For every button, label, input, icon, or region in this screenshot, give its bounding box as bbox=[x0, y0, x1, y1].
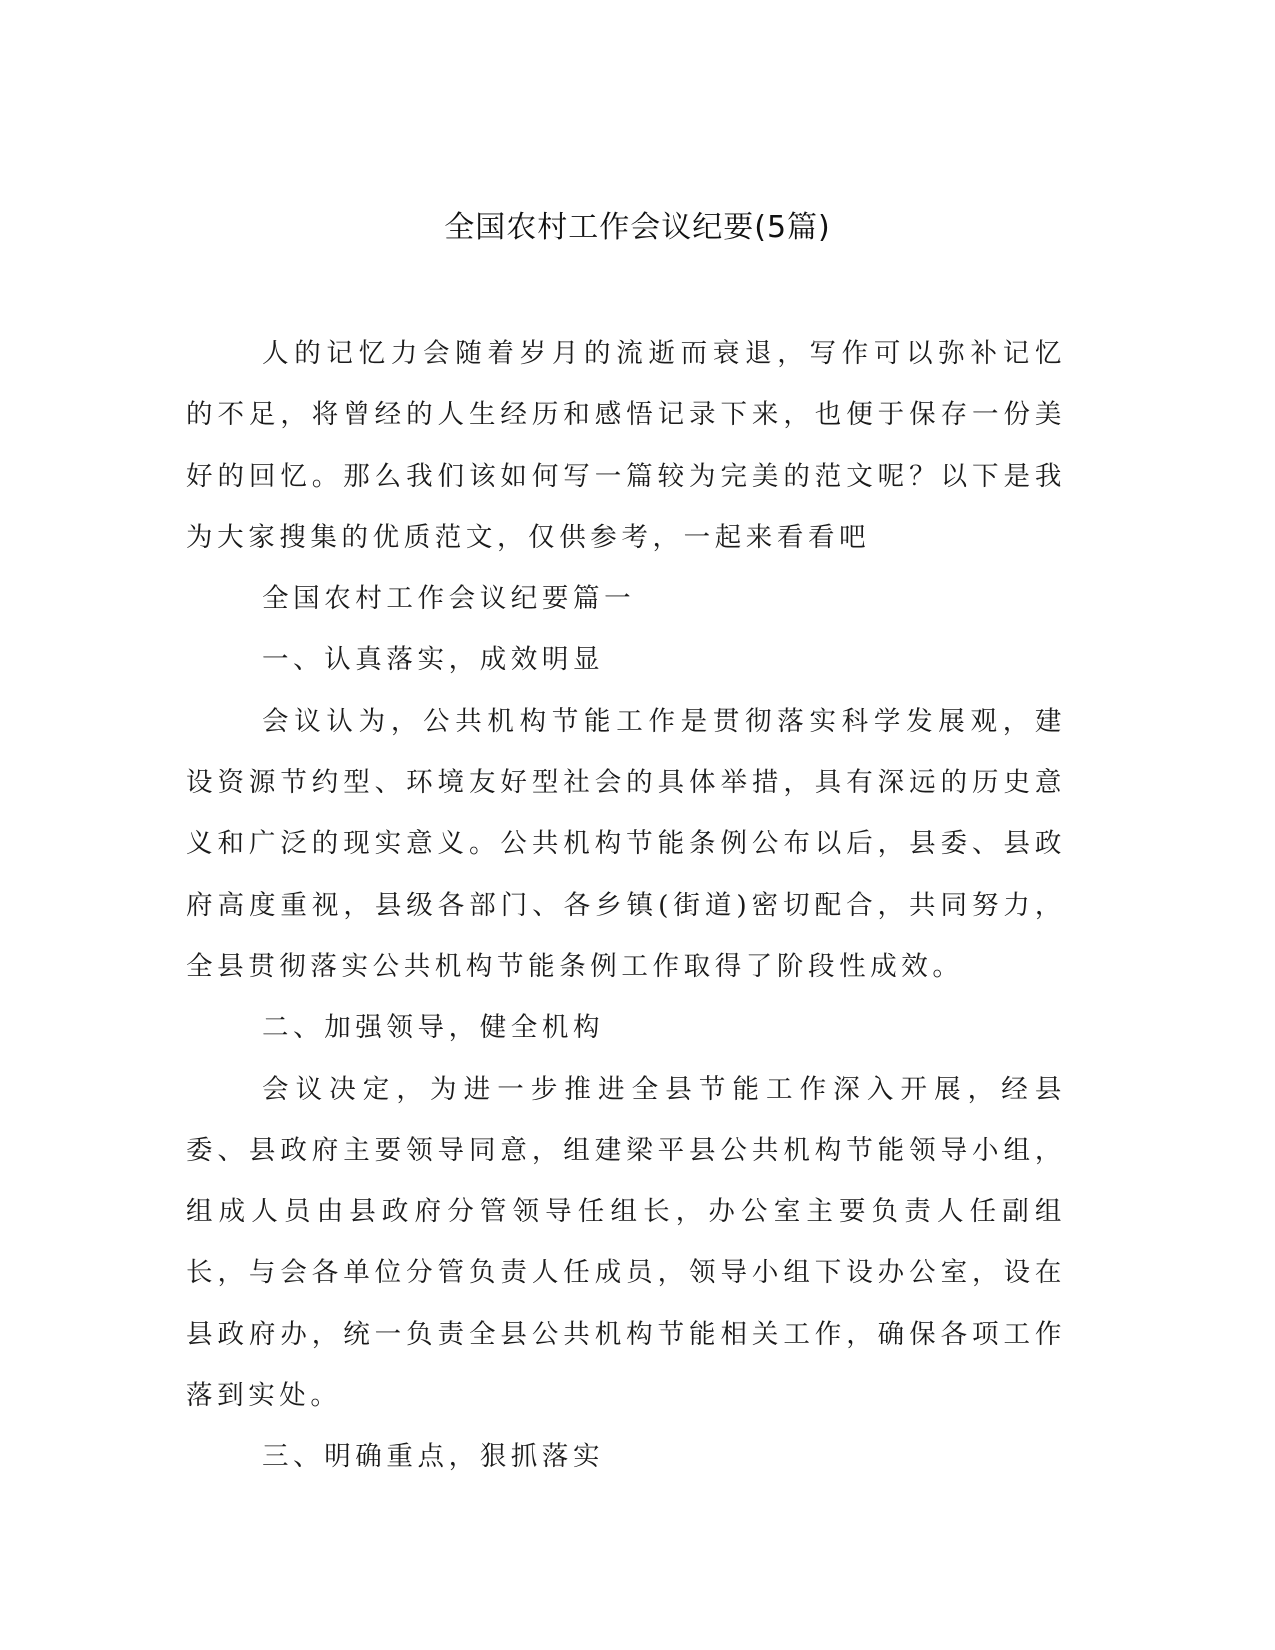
heading-2: 二、加强领导，健全机构 bbox=[262, 1012, 605, 1044]
intro-paragraph: 人的记忆力会随着岁月的流逝而衰退，写作可以弥补记忆的不足，将曾经的人生经历和感悟记录下来，也便于保存一份美好的回忆。那么我们该如何写一篇较为完美的范文呢？以下是我为大家搜集的优质范文，仅供参考，一起来看看吧 bbox=[186, 338, 1066, 553]
document-body bbox=[186, 323, 1066, 1488]
heading-1: 一、认真落实，成效明显 bbox=[262, 644, 605, 676]
paragraph-1: 会议认为，公共机构节能工作是贯彻落实科学发展观，建设资源节约型、环境友好型社会的具体举措，具有深远的历史意义和广泛的现实意义。公共机构节能条例公布以后，县委、县政府高度重视，县级各部门、各乡镇(街道)密切配合，共同努力，全县贯彻落实公共机构节能条例工作取得了阶段性成效。 bbox=[186, 705, 1066, 982]
paragraph-2: 会议决定，为进一步推进全县节能工作深入开展，经县委、县政府主要领导同意，组建梁平县公共机构节能领导小组，组成人员由县政府分管领导任组长，办公室主要负责人任副组长，与会各单位分管负责人任成员，领导小组下设办公室，设在县政府办，统一负责全县公共机构节能相关工作，确保各项工作落到实处。 bbox=[186, 1073, 1066, 1412]
heading-3: 三、明确重点，狠抓落实 bbox=[262, 1441, 605, 1473]
section-title: 全国农村工作会议纪要篇一 bbox=[262, 583, 636, 615]
document-title: 全国农村工作会议纪要(5篇) bbox=[444, 210, 831, 245]
